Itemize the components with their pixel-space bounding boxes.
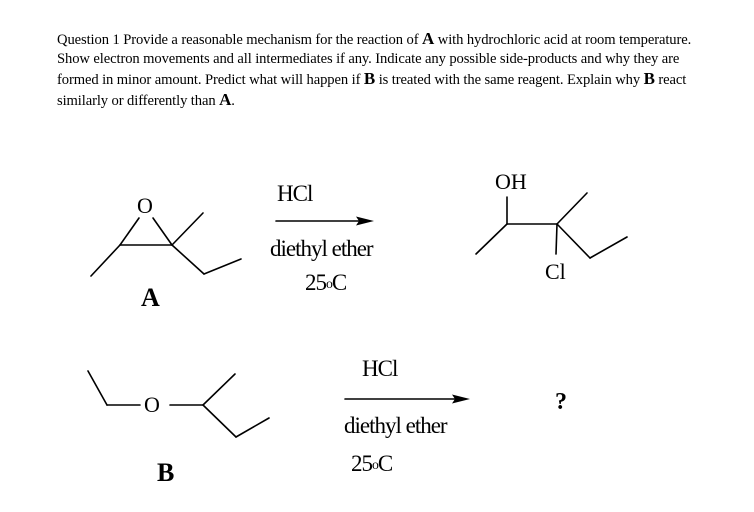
compound-b-structure (88, 371, 269, 437)
question-part-2: is treated with the same reagent. Explain why (375, 72, 644, 88)
product-1-hydroxyl-label: OH (495, 169, 527, 194)
compound-a-ref-2: A (219, 90, 232, 109)
reaction-1-solvent: diethyl ether (270, 236, 373, 261)
compound-b-label: B (157, 458, 175, 487)
unknown-product-label: ? (555, 389, 567, 415)
compound-b-ref: B (363, 69, 376, 88)
reaction-2-temperature: 25$^o$C (351, 451, 393, 476)
compound-a-ref: A (422, 29, 435, 48)
product-1-chlorine-label: Cl (545, 259, 566, 284)
question-end: . (231, 93, 235, 109)
question-part-1: with hydrochloric acid at room temperature. Show electron movements and all intermediates if any. Indicate any possible side-products and why they are formed in minor amount. Predict what will happen if (57, 32, 692, 88)
reaction-1-temperature: 25$^o$C (305, 270, 347, 295)
reaction-1-reagent: HCl (277, 181, 313, 206)
product-1-structure (476, 193, 627, 258)
reaction-2-reagent: HCl (362, 356, 398, 381)
reaction-2-solvent: diethyl ether (344, 413, 447, 438)
ether-oxygen-label: O (144, 392, 160, 417)
compound-a-structure (91, 213, 241, 276)
question-intro: Question 1 Provide a reasonable mechanism for the reaction of (57, 32, 423, 48)
epoxide-oxygen-label: O (137, 193, 153, 218)
compound-a-label: A (141, 283, 160, 312)
compound-b-ref-2: B (643, 69, 655, 88)
question-part-3: react similarly or differently than (57, 72, 687, 109)
